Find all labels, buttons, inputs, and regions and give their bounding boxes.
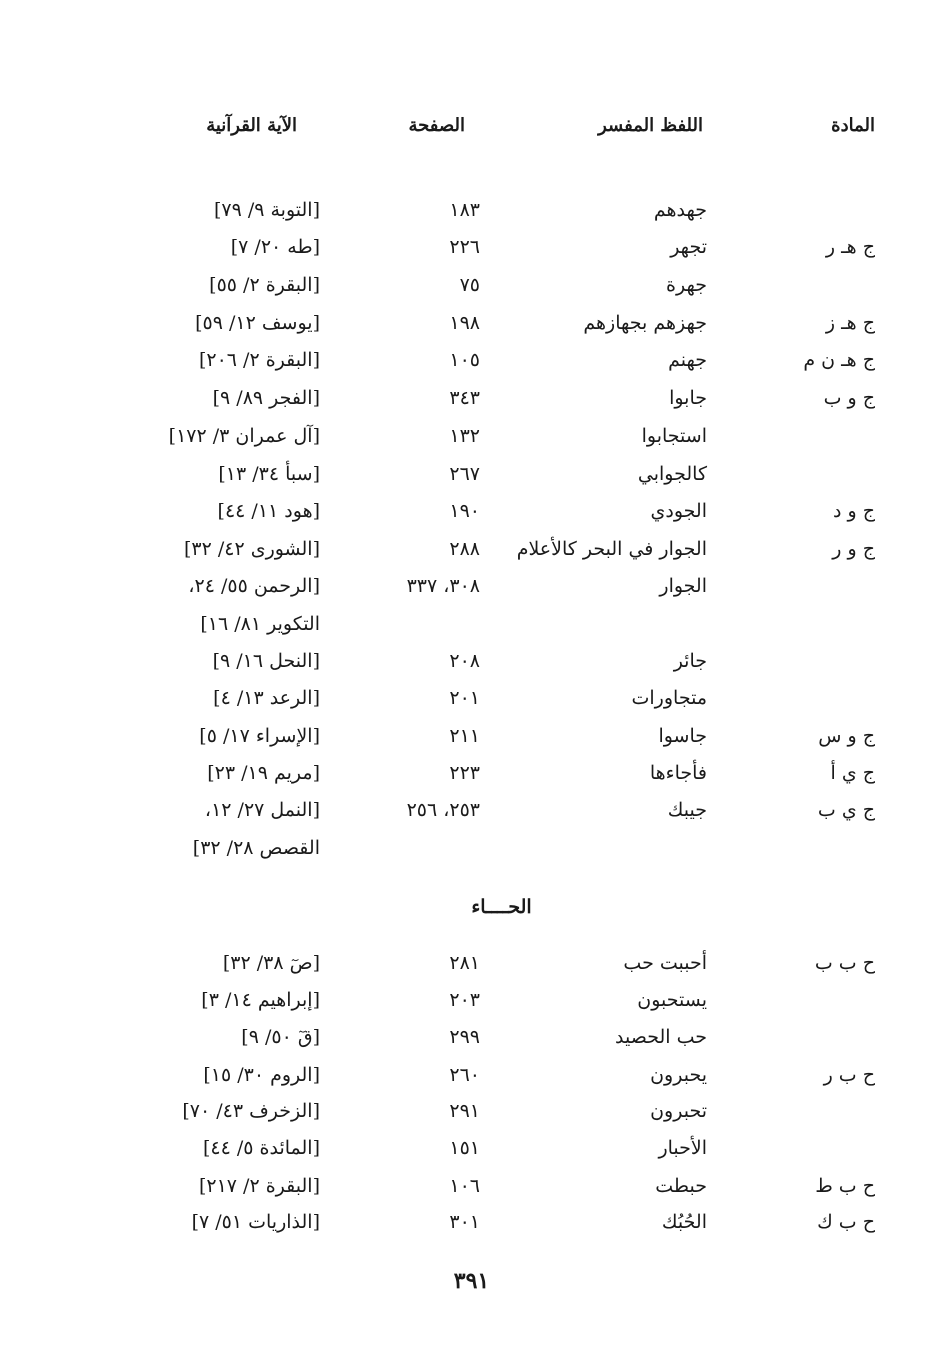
table-row xyxy=(0,531,943,567)
cell-aya: [الرعد ١٣/ ٤] xyxy=(213,687,320,709)
cell-aya: [الفجر ٨٩/ ٩] xyxy=(212,387,320,409)
cell-page: ٢٢٦ xyxy=(449,236,480,258)
cell-madda: ج هـ ر xyxy=(825,236,875,258)
cell-lafz: يستحبون xyxy=(637,989,707,1011)
cell-lafz: جابوا xyxy=(669,387,707,409)
cell-page: ١٩٠ xyxy=(449,500,480,522)
section-title-text: الحــــاء xyxy=(471,896,532,918)
cell-lafz: فأجاءها xyxy=(649,762,707,784)
table-row xyxy=(0,418,943,454)
table-row xyxy=(0,568,943,604)
table-row xyxy=(0,493,943,529)
cell-page: ١٣٢ xyxy=(449,425,480,447)
cell-page: ٢٩٩ xyxy=(449,1026,480,1048)
cell-aya: [المائدة ٥/ ٤٤] xyxy=(202,1137,320,1159)
table-row xyxy=(0,267,943,303)
cell-page: ١٩٨ xyxy=(449,312,480,334)
cell-lafz: الحُبُك xyxy=(661,1211,707,1233)
cell-madda: ج ي ب xyxy=(817,799,875,821)
cell-page: ٢٠٣ xyxy=(449,989,480,1011)
table-row xyxy=(0,380,943,416)
cell-madda: ج و ب xyxy=(823,387,875,409)
cell-lafz: تجهر xyxy=(670,236,707,258)
table-row xyxy=(0,229,943,265)
cell-aya: [قٓ ٥٠/ ٩] xyxy=(241,1026,320,1048)
cell-aya: [الروم ٣٠/ ١٥] xyxy=(203,1064,320,1086)
cell-page: ٢٠٨ xyxy=(449,650,480,672)
cell-madda: ج هـ ز xyxy=(825,312,875,334)
cell-page: ١٨٣ xyxy=(449,199,480,221)
cell-page: ٢٨٨ xyxy=(449,538,480,560)
cell-page: ٧٥ xyxy=(459,274,480,296)
cell-aya: [النحل ١٦/ ٩] xyxy=(212,650,320,672)
table-row xyxy=(0,1093,943,1129)
cell-lafz: يحبرون xyxy=(650,1064,707,1086)
cell-aya: [طه ٢٠/ ٧] xyxy=(230,236,320,258)
cell-aya: [إبراهيم ١٤/ ٣] xyxy=(201,989,320,1011)
cell-page: ٢٨١ xyxy=(449,952,480,974)
cell-aya: القصص ٢٨/ ٣٢] xyxy=(192,837,320,859)
cell-aya: [يوسف ١٢/ ٥٩] xyxy=(195,312,320,334)
cell-lafz: جهزهم بجهازهم xyxy=(583,312,707,334)
cell-lafz: الجودي xyxy=(650,500,707,522)
cell-page: ٢٦٠ xyxy=(449,1064,480,1086)
table-row xyxy=(0,982,943,1018)
cell-page: ٢٠١ xyxy=(449,687,480,709)
cell-lafz: جهنم xyxy=(668,349,707,371)
cell-lafz: أحببت حب xyxy=(623,952,707,974)
cell-lafz: الجوار في البحر كالأعلام xyxy=(516,538,707,560)
table-row xyxy=(0,1204,943,1240)
cell-aya: [آل عمران ٣/ ١٧٢] xyxy=(168,425,320,447)
section-title xyxy=(0,896,943,918)
cell-aya: [التوبة ٩/ ٧٩] xyxy=(213,199,320,221)
cell-page: ٣٠٨، ٣٣٧ xyxy=(406,575,480,597)
cell-lafz: جهرة xyxy=(666,274,707,296)
table-row xyxy=(0,456,943,492)
cell-aya: [سبأ ٣٤/ ١٣] xyxy=(218,463,320,485)
cell-aya: [الرحمن ٥٥/ ٢٤، xyxy=(188,575,320,597)
cell-madda: ح ب ك xyxy=(817,1211,875,1233)
cell-madda: ج و ر xyxy=(832,538,875,560)
table-row xyxy=(0,792,943,828)
cell-page: ٢٥٣، ٢٥٦ xyxy=(406,799,480,821)
header-lafz: اللفظ المفسر xyxy=(598,115,703,136)
cell-lafz: الجوار xyxy=(659,575,707,597)
cell-madda: ج و س xyxy=(818,725,875,747)
table-row xyxy=(0,643,943,679)
cell-aya: [الذاريات ٥١/ ٧] xyxy=(191,1211,320,1233)
cell-aya: [البقرة ٢/ ٥٥] xyxy=(209,274,320,296)
cell-lafz: كالجوابي xyxy=(637,463,707,485)
cell-page: ١٠٥ xyxy=(449,349,480,371)
cell-page: ١٥١ xyxy=(449,1137,480,1159)
cell-aya: [الشورى ٤٢/ ٣٢] xyxy=(183,538,320,560)
cell-lafz: حب الحصيد xyxy=(615,1026,707,1048)
cell-lafz: جيبك xyxy=(667,799,707,821)
header-aya: الآية القرآنية xyxy=(206,115,297,136)
cell-madda: ج و د xyxy=(833,500,875,522)
cell-madda: ح ب ب xyxy=(814,952,875,974)
table-row xyxy=(0,945,943,981)
cell-page: ٢١١ xyxy=(449,725,480,747)
cell-aya: [النمل ٢٧/ ١٢، xyxy=(204,799,320,821)
cell-aya: [الزخرف ٤٣/ ٧٠] xyxy=(182,1100,320,1122)
page-number: ٣٩١ xyxy=(453,1268,490,1294)
cell-lafz: الأحبار xyxy=(658,1137,707,1159)
cell-page: ٣٠١ xyxy=(449,1211,480,1233)
cell-page: ٢٢٣ xyxy=(449,762,480,784)
cell-lafz: متجاورات xyxy=(631,687,707,709)
table-row-continuation xyxy=(0,606,943,642)
cell-page: ٣٤٣ xyxy=(449,387,480,409)
cell-aya: [البقرة ٢/ ٢٠٦] xyxy=(198,349,320,371)
table-row xyxy=(0,680,943,716)
cell-lafz: تحبرون xyxy=(650,1100,707,1122)
table-header xyxy=(0,108,943,144)
cell-aya: [البقرة ٢/ ٢١٧] xyxy=(198,1175,320,1197)
cell-lafz: جهدهم xyxy=(653,199,707,221)
cell-aya: [مريم ١٩/ ٢٣] xyxy=(207,762,320,784)
table-row xyxy=(0,1130,943,1166)
cell-madda: ج ي أ xyxy=(830,762,875,784)
table-row xyxy=(0,718,943,754)
table-row-continuation xyxy=(0,830,943,866)
cell-page: ٢٦٧ xyxy=(449,463,480,485)
table-row xyxy=(0,342,943,378)
table-row xyxy=(0,192,943,228)
cell-aya: [الإسراء ١٧/ ٥] xyxy=(199,725,320,747)
table-row xyxy=(0,755,943,791)
cell-lafz: استجابوا xyxy=(641,425,707,447)
header-page: الصفحة xyxy=(408,115,465,136)
cell-aya: [صٓ ٣٨/ ٣٢] xyxy=(222,952,320,974)
cell-lafz: جائر xyxy=(673,650,707,672)
cell-lafz: جاسوا xyxy=(658,725,707,747)
cell-madda: ح ب ط xyxy=(815,1175,875,1197)
table-row xyxy=(0,1019,943,1055)
header-madda: المادة xyxy=(831,115,875,136)
cell-page: ١٠٦ xyxy=(449,1175,480,1197)
cell-madda: ج هـ ن م xyxy=(803,349,875,371)
table-row xyxy=(0,1057,943,1093)
table-row xyxy=(0,1168,943,1204)
cell-page: ٢٩١ xyxy=(449,1100,480,1122)
table-row xyxy=(0,305,943,341)
cell-madda: ح ب ر xyxy=(823,1064,875,1086)
cell-aya: التكوير ٨١/ ١٦] xyxy=(200,613,320,635)
cell-aya: [هود ١١/ ٤٤] xyxy=(217,500,320,522)
cell-lafz: حبطت xyxy=(655,1175,707,1197)
